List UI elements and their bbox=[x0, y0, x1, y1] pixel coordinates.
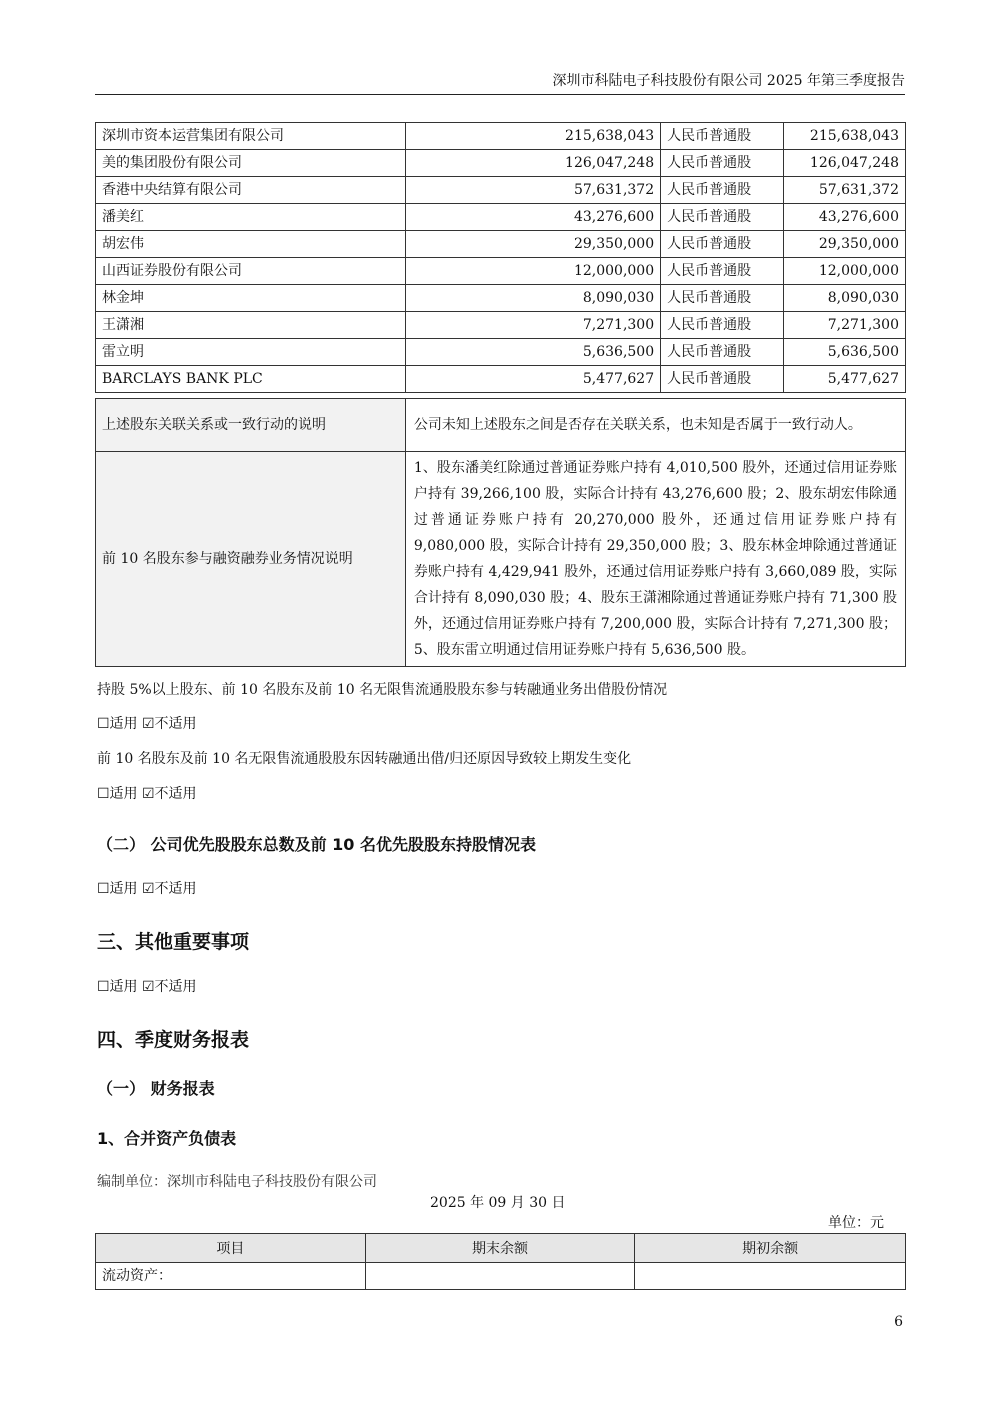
applicability-check-1: ☐适用 ☑不适用 bbox=[97, 716, 197, 732]
shareholder-name: 山西证券股份有限公司 bbox=[96, 258, 406, 285]
share-type: 人民币普通股 bbox=[661, 366, 784, 393]
share-quantity: 29,350,000 bbox=[784, 231, 906, 258]
currency-unit: 单位：元 bbox=[828, 1215, 884, 1231]
share-quantity: 7,271,300 bbox=[784, 312, 906, 339]
report-header bbox=[95, 68, 905, 95]
empty-cell bbox=[635, 1263, 906, 1290]
table-row bbox=[96, 366, 906, 393]
shareholder-name: 雷立明 bbox=[96, 339, 406, 366]
relation-row bbox=[96, 399, 906, 452]
table-row bbox=[96, 312, 906, 339]
shareholder-name: BARCLAYS BANK PLC bbox=[96, 366, 406, 393]
shareholder-name: 香港中央结算有限公司 bbox=[96, 177, 406, 204]
share-quantity: 43,276,600 bbox=[784, 204, 906, 231]
share-count: 5,636,500 bbox=[405, 339, 661, 366]
empty-cell bbox=[365, 1263, 635, 1290]
share-count: 57,631,372 bbox=[405, 177, 661, 204]
page-number: 6 bbox=[894, 1314, 903, 1330]
shareholder-name: 潘美红 bbox=[96, 204, 406, 231]
share-quantity: 5,636,500 bbox=[784, 339, 906, 366]
share-count: 29,350,000 bbox=[405, 231, 661, 258]
share-count: 12,000,000 bbox=[405, 258, 661, 285]
report-title: 深圳市科陆电子科技股份有限公司 2025 年第三季度报告 bbox=[552, 73, 905, 89]
share-type: 人民币普通股 bbox=[661, 177, 784, 204]
col-item: 项目 bbox=[96, 1234, 366, 1263]
table-row bbox=[96, 123, 906, 150]
table-row bbox=[96, 339, 906, 366]
section-financial-statements: 四、季度财务报表 bbox=[97, 1029, 250, 1051]
table-row bbox=[96, 204, 906, 231]
share-quantity: 126,047,248 bbox=[784, 150, 906, 177]
share-type: 人民币普通股 bbox=[661, 231, 784, 258]
relation-text: 公司未知上述股东之间是否存在关联关系，也未知是否属于一致行动人。 bbox=[405, 399, 905, 452]
current-assets-label: 流动资产： bbox=[96, 1263, 366, 1290]
table-row bbox=[96, 1263, 906, 1290]
share-quantity: 12,000,000 bbox=[784, 258, 906, 285]
subsection-balance-sheet: 1、合并资产负债表 bbox=[97, 1129, 237, 1148]
margin-text: 1、股东潘美红除通过普通证券账户持有 4,010,500 股外，还通过信用证券账户持有 39,266,100 股，实际合计持有 43,276,600 股；2、股东胡宏伟除通过普通证券账户持有 20,270,000 股外，还通过信用证券账户持有 9,080,000 股，实际合计持有 29,350,000 股；3、股东林金坤除通过普通证券账户持有 4,429,941 股外，还通过信用证券账户持有 3,660,089 股，实际合计持有 8,090,030 股；4、股东王潇湘除通过普通证券账户持有 71,300 股外，还通过信用证券账户持有 7,200,000 股，实际合计持有 7,271,300 股；5、股东雷立明通过信用证券账户持有 5,636,500 股。 bbox=[405, 452, 905, 667]
preparer-label: 编制单位：深圳市科陆电子科技股份有限公司 bbox=[97, 1174, 377, 1190]
margin-label: 前 10 名股东参与融资融券业务情况说明 bbox=[96, 452, 406, 667]
shareholder-name: 胡宏伟 bbox=[96, 231, 406, 258]
subsection-statements: （一） 财务报表 bbox=[97, 1079, 215, 1098]
balance-sheet-table bbox=[95, 1233, 906, 1290]
share-quantity: 215,638,043 bbox=[784, 123, 906, 150]
share-quantity: 8,090,030 bbox=[784, 285, 906, 312]
share-count: 43,276,600 bbox=[405, 204, 661, 231]
section-other-matters: 三、其他重要事项 bbox=[97, 931, 250, 953]
lending-change-statement: 前 10 名股东及前 10 名无限售流通股股东因转融通出借/归还原因导致较上期发生变化 bbox=[97, 751, 632, 767]
col-ending-balance: 期末余额 bbox=[365, 1234, 635, 1263]
statement-date: 2025 年 09 月 30 日 bbox=[430, 1195, 566, 1211]
share-count: 7,271,300 bbox=[405, 312, 661, 339]
section-preferred-shares: （二） 公司优先股股东总数及前 10 名优先股股东持股情况表 bbox=[97, 835, 536, 854]
share-count: 5,477,627 bbox=[405, 366, 661, 393]
balance-sheet-header bbox=[96, 1234, 906, 1263]
share-count: 215,638,043 bbox=[405, 123, 661, 150]
shareholder-name: 王潇湘 bbox=[96, 312, 406, 339]
shareholder-name: 深圳市资本运营集团有限公司 bbox=[96, 123, 406, 150]
table-row bbox=[96, 150, 906, 177]
shareholder-name: 林金坤 bbox=[96, 285, 406, 312]
share-type: 人民币普通股 bbox=[661, 258, 784, 285]
margin-row bbox=[96, 452, 906, 667]
applicability-check-3: ☐适用 ☑不适用 bbox=[97, 881, 197, 897]
col-opening-balance: 期初余额 bbox=[635, 1234, 906, 1263]
lending-statement: 持股 5%以上股东、前 10 名股东及前 10 名无限售流通股股东参与转融通业务出借股份情况 bbox=[97, 682, 668, 698]
notes-table bbox=[95, 398, 906, 667]
applicability-check-2: ☐适用 ☑不适用 bbox=[97, 786, 197, 802]
share-quantity: 5,477,627 bbox=[784, 366, 906, 393]
share-count: 8,090,030 bbox=[405, 285, 661, 312]
table-row bbox=[96, 177, 906, 204]
shareholder-table bbox=[95, 122, 906, 393]
share-type: 人民币普通股 bbox=[661, 339, 784, 366]
share-type: 人民币普通股 bbox=[661, 123, 784, 150]
applicability-check-4: ☐适用 ☑不适用 bbox=[97, 979, 197, 995]
share-count: 126,047,248 bbox=[405, 150, 661, 177]
share-type: 人民币普通股 bbox=[661, 312, 784, 339]
share-type: 人民币普通股 bbox=[661, 150, 784, 177]
shareholder-name: 美的集团股份有限公司 bbox=[96, 150, 406, 177]
table-row bbox=[96, 231, 906, 258]
table-row bbox=[96, 258, 906, 285]
relation-label: 上述股东关联关系或一致行动的说明 bbox=[96, 399, 406, 452]
table-row bbox=[96, 285, 906, 312]
share-type: 人民币普通股 bbox=[661, 204, 784, 231]
share-quantity: 57,631,372 bbox=[784, 177, 906, 204]
share-type: 人民币普通股 bbox=[661, 285, 784, 312]
